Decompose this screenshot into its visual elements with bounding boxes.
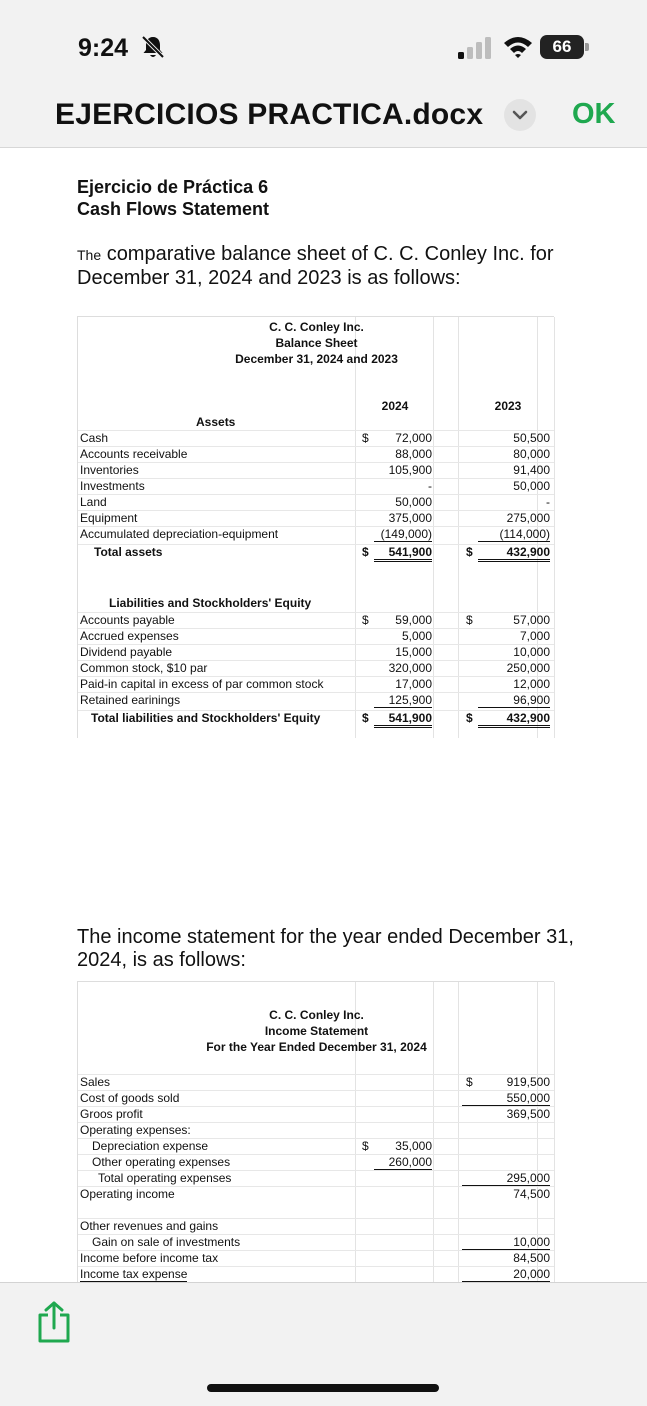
- document-title[interactable]: EJERCICIOS PRACTICA.docx: [55, 98, 484, 131]
- exercise-subheading: Cash Flows Statement: [77, 199, 270, 219]
- income-period: For the Year Ended December 31, 2024: [206, 1040, 427, 1054]
- value-2023: 432,900: [478, 711, 550, 728]
- value-2024: 72,000: [395, 431, 432, 445]
- value-2024: -: [428, 479, 432, 493]
- income-row-label: Operating expenses:: [80, 1123, 191, 1137]
- income-row-label: Operating income: [80, 1187, 175, 1201]
- chevron-down-icon: [512, 109, 528, 121]
- detail-amount: 35,000: [395, 1139, 432, 1153]
- column-header-2023: 2023: [494, 399, 522, 413]
- currency-symbol: $: [362, 711, 369, 725]
- income-company: C. C. Conley Inc.: [269, 1008, 364, 1022]
- asset-row-label: Equipment: [80, 511, 138, 525]
- liability-row-label: Accrued expenses: [80, 629, 179, 643]
- liability-row-label: Common stock, $10 par: [80, 661, 208, 675]
- battery-indicator: [540, 35, 590, 59]
- total-amount: 919,500: [506, 1075, 550, 1089]
- currency-symbol: $: [466, 613, 473, 627]
- currency-symbol: $: [362, 1139, 369, 1153]
- value-2023: (114,000): [478, 527, 550, 542]
- balance-date: December 31, 2024 and 2023: [235, 352, 398, 366]
- value-2024: (149,000): [374, 527, 432, 542]
- value-2023: 275,000: [506, 511, 550, 525]
- value-2024: 88,000: [395, 447, 432, 461]
- detail-amount: 260,000: [374, 1155, 432, 1170]
- value-2023: 96,900: [478, 693, 550, 708]
- income-row-label: Other revenues and gains: [80, 1219, 219, 1233]
- value-2024: 320,000: [388, 661, 432, 675]
- total-amount: 84,500: [513, 1251, 550, 1265]
- value-2023: 12,000: [513, 677, 550, 691]
- asset-row-label: Inventories: [80, 463, 139, 477]
- document-nav-bar: [0, 82, 647, 148]
- income-title: Income Statement: [264, 1024, 369, 1038]
- income-intro-paragraph: The income statement for the year ended December 31, 2024, is as follows:: [77, 926, 574, 971]
- asset-row-label: Investments: [80, 479, 145, 493]
- value-2023: 250,000: [506, 661, 550, 675]
- intro-text: comparative balance sheet of C. C. Conley Inc. for December 31, 2024 and 2023 is as follows:: [77, 243, 554, 289]
- value-2024: 15,000: [395, 645, 432, 659]
- currency-symbol: $: [362, 545, 369, 559]
- total-amount: 295,000: [462, 1171, 550, 1186]
- income-statement-table: [77, 981, 554, 1282]
- asset-row-label: Accounts receivable: [80, 447, 188, 461]
- asset-row-label: Cash: [80, 431, 109, 445]
- liabilities-header: Liabilities and Stockholders' Equity: [109, 596, 312, 610]
- value-2024: 5,000: [401, 629, 432, 643]
- value-2024: 17,000: [395, 677, 432, 691]
- currency-symbol: $: [362, 431, 369, 445]
- income-row-label: Income before income tax: [80, 1251, 219, 1265]
- income-row-label: Other operating expenses: [92, 1155, 231, 1169]
- total-amount: 550,000: [462, 1091, 550, 1106]
- value-2023: 432,900: [478, 545, 550, 562]
- exercise-heading: Ejercicio de Práctica 6: [77, 177, 269, 197]
- value-2023: 7,000: [519, 629, 550, 643]
- battery-tip: [585, 43, 589, 51]
- liability-row-label: Retained earinings: [80, 693, 181, 707]
- value-2023: 91,400: [513, 463, 550, 477]
- asset-row-label: Land: [80, 495, 107, 509]
- value-2023: 57,000: [513, 613, 550, 627]
- total-amount: 20,000: [462, 1267, 550, 1282]
- intro-paragraph: [77, 243, 597, 290]
- value-2024: 541,900: [374, 545, 432, 562]
- balance-sheet-table: [77, 316, 554, 738]
- asset-row-label: Accumulated depreciation-equipment: [80, 527, 279, 541]
- value-2023: 50,000: [513, 479, 550, 493]
- value-2024: 125,900: [374, 693, 432, 708]
- assets-header: Assets: [196, 415, 236, 429]
- income-row-label: Income tax expense: [80, 1267, 188, 1281]
- value-2024: 105,900: [388, 463, 432, 477]
- bottom-toolbar: [0, 1282, 647, 1406]
- status-time: 9:24: [78, 34, 129, 62]
- total-liabilities-label: Total liabilities and Stockholders' Equity: [91, 711, 321, 725]
- total-amount: 10,000: [462, 1235, 550, 1250]
- wifi-icon: [502, 35, 534, 59]
- title-menu-button[interactable]: [504, 99, 536, 131]
- battery-level: 66: [540, 35, 584, 59]
- value-2024: 375,000: [388, 511, 432, 525]
- value-2024: 541,900: [374, 711, 432, 728]
- income-row-label: Cost of goods sold: [80, 1091, 180, 1105]
- income-row-label: Groos profit: [80, 1107, 143, 1121]
- status-bar: [0, 0, 647, 82]
- balance-company: C. C. Conley Inc.: [269, 320, 364, 334]
- liability-row-label: Accounts payable: [80, 613, 175, 627]
- total-amount: 74,500: [513, 1187, 550, 1201]
- value-2023: 10,000: [513, 645, 550, 659]
- balance-title: Balance Sheet: [275, 336, 358, 350]
- cellular-signal-icon: [458, 37, 492, 59]
- value-2023: -: [546, 495, 550, 509]
- income-row-label: Sales: [80, 1075, 111, 1089]
- currency-symbol: $: [466, 711, 473, 725]
- currency-symbol: $: [362, 613, 369, 627]
- value-2023: 80,000: [513, 447, 550, 461]
- value-2024: 50,000: [395, 495, 432, 509]
- liability-row-label: Dividend payable: [80, 645, 173, 659]
- income-row-label: Total operating expenses: [98, 1171, 232, 1185]
- income-row-label: Depreciation expense: [92, 1139, 209, 1153]
- value-2023: 50,500: [513, 431, 550, 445]
- value-2024: 59,000: [395, 613, 432, 627]
- share-icon[interactable]: [36, 1301, 72, 1343]
- bell-slash-icon: [140, 34, 166, 60]
- currency-symbol: $: [466, 1075, 473, 1089]
- currency-symbol: $: [466, 545, 473, 559]
- ok-button[interactable]: OK: [572, 98, 616, 130]
- intro-lead: The: [77, 247, 102, 263]
- column-header-2024: 2024: [381, 399, 409, 413]
- total-assets-label: Total assets: [94, 545, 163, 559]
- income-row-label: Gain on sale of investments: [92, 1235, 241, 1249]
- total-amount: 369,500: [506, 1107, 550, 1121]
- document-viewer[interactable]: [0, 149, 647, 1282]
- home-indicator[interactable]: [207, 1384, 439, 1392]
- liability-row-label: Paid-in capital in excess of par common stock: [80, 677, 324, 691]
